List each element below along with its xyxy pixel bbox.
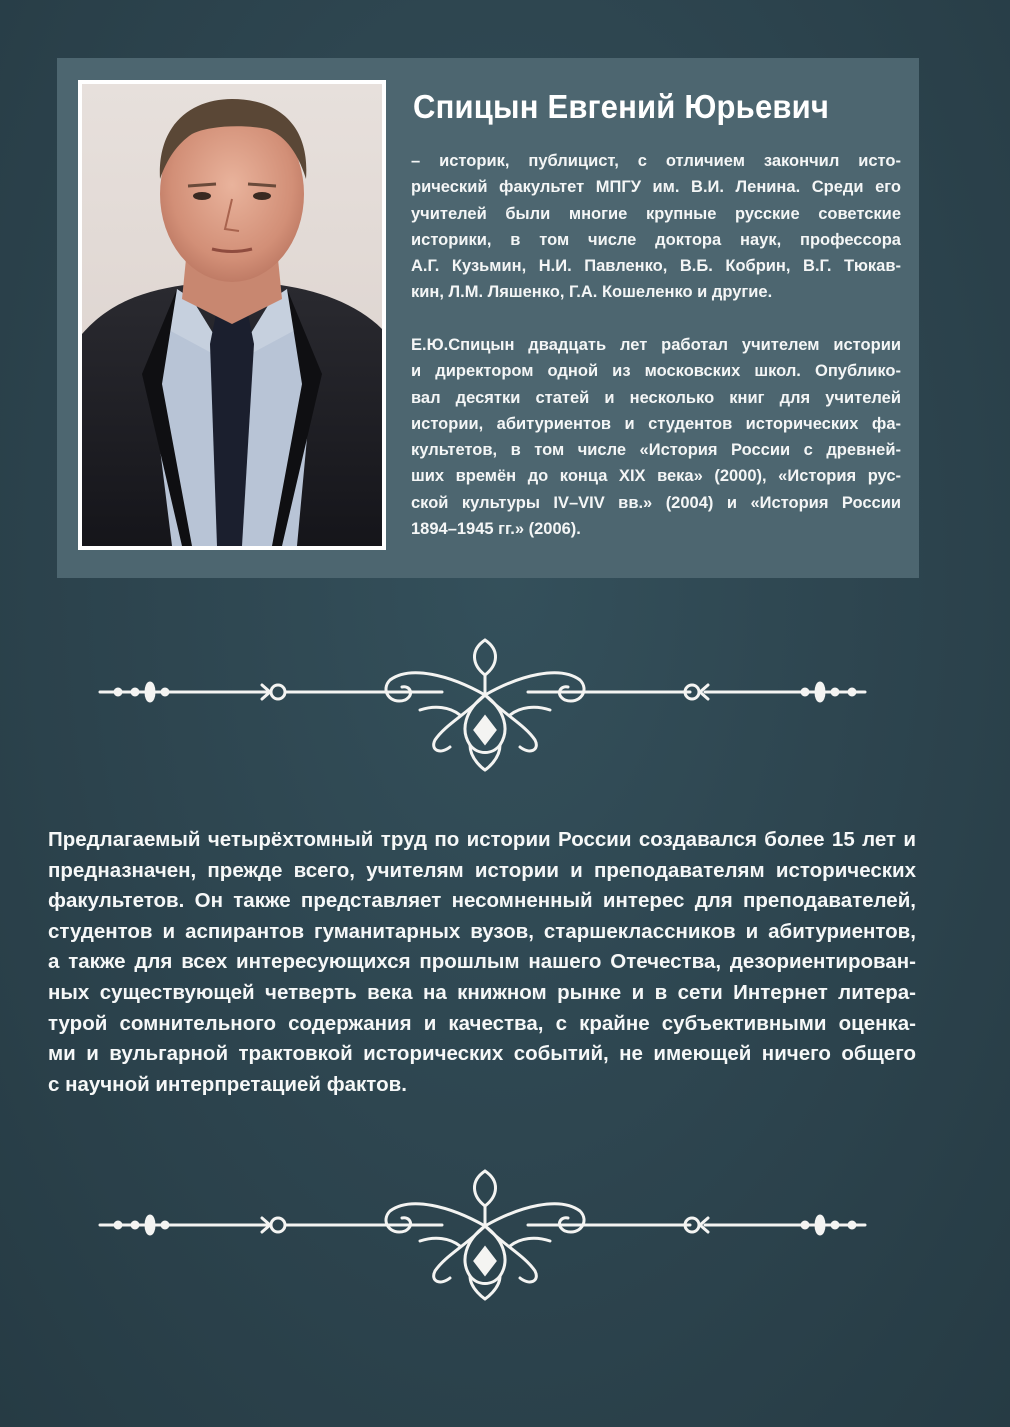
bio-line: историки, в том числе доктора наук, профессора (411, 230, 901, 249)
bio-line: – историк, публицист, с отличием закончил исто- (411, 152, 901, 170)
bio-line: кин, Л.М. Ляшенко, Г.А. Кошеленко и другие. (411, 283, 773, 302)
author-bio-paragraph-2 (411, 332, 901, 542)
description-line: студентов и аспирантов гуманитарных вузов, старшеклассников и абитуриентов, (48, 919, 916, 943)
description-line: предназначен, прежде всего, учителям истории и преподавателям исторических (48, 858, 916, 882)
bio-line: ской культуры IV–VIV вв.» (2004) и «История России (411, 493, 901, 512)
author-photo-frame (78, 80, 386, 550)
bio-line: ших времён до конца XIX века» (2000), «История рус- (411, 467, 901, 486)
ornament-divider-bottom-icon (90, 1163, 880, 1303)
bio-line: культетов, в том числе «История России с древней- (411, 441, 901, 460)
description-line: ных существующей четверть века на книжном рынке и в сети Интернет литера- (48, 980, 916, 1004)
author-photo (82, 84, 382, 546)
author-name: Спицын Евгений Юрьевич (413, 88, 830, 125)
bio-line: вал десятки статей и несколько книг для учителей (411, 388, 901, 407)
description-line: а также для всех интересующихся прошлым нашего Отечества, дезориентирован- (48, 950, 916, 974)
bio-line: рический факультет МПГУ им. В.И. Ленина. Среди его (411, 178, 901, 197)
bio-line: Е.Ю.Спицын двадцать лет работал учителем истории (411, 336, 901, 354)
bio-line: и директором одной из московских школ. Опублико- (411, 362, 901, 381)
author-bio-paragraph-1 (411, 148, 901, 306)
bio-line: истории, абитуриентов и студентов исторических фа- (411, 414, 901, 433)
description-line: Предлагаемый четырёхтомный труд по истории России создавался более 15 лет и (48, 828, 916, 851)
ornament-divider-top-icon (90, 635, 880, 775)
bio-line: учителей были многие крупные русские советские (411, 204, 901, 223)
description-line: турой сомнительного содержания и качества, с крайне субъективными оценка- (48, 1011, 916, 1035)
description-line: с научной интерпретацией фактов. (48, 1072, 407, 1096)
description-line: ми и вульгарной трактовкой исторических событий, не имеющей ничего общего (48, 1042, 916, 1066)
bio-line: А.Г. Кузьмин, Н.И. Павленко, В.Б. Кобрин, В.Г. Тюкав- (411, 257, 901, 276)
bio-line: 1894–1945 гг.» (2006). (411, 520, 581, 539)
description-line: факультетов. Он также представляет несомненный интерес для преподавателей, (48, 889, 916, 913)
book-description (48, 825, 916, 1100)
